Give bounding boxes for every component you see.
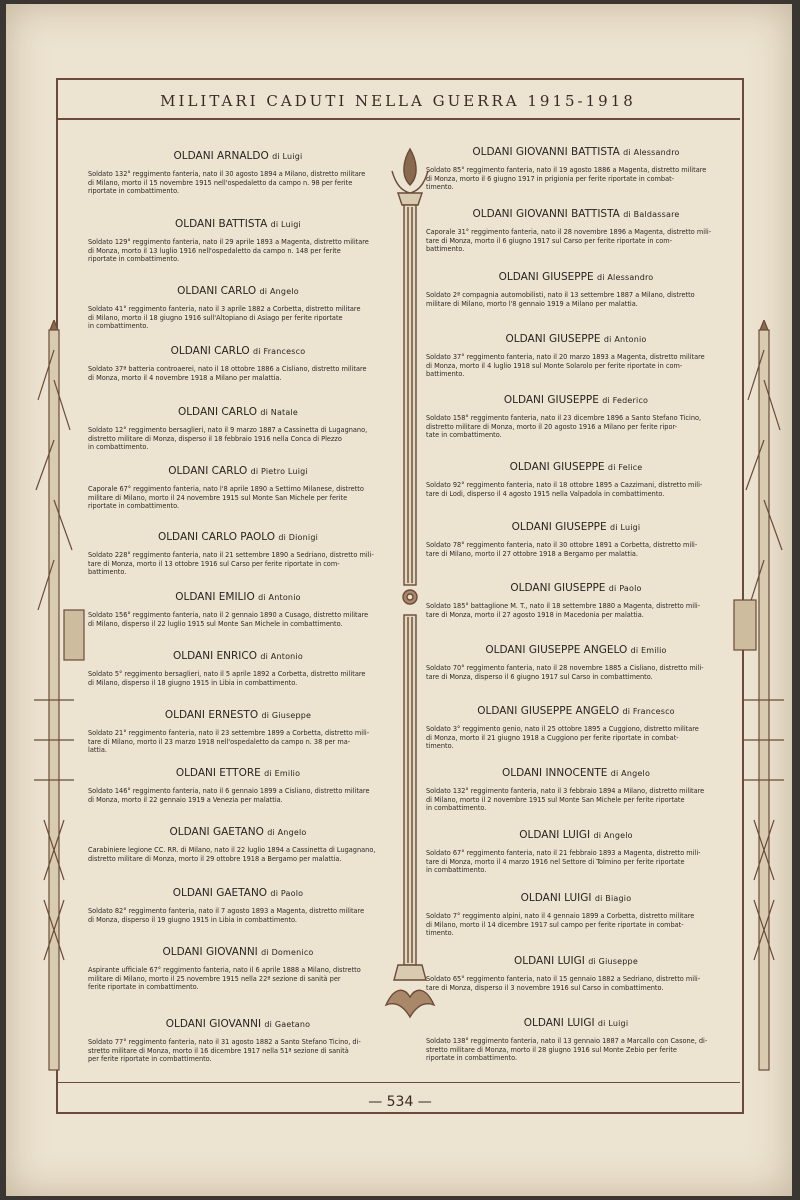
entry-name: OLDANI GIUSEPPE [510, 582, 606, 594]
entry-text: Soldato 65° reggimento fanteria, nato il 15 gennaio 1882 a Sedriano, distretto mili- tare di Monza, disperso il 3 novembre 1916 sul Carso in combattimento. [426, 974, 701, 992]
entry-name: OLDANI GIUSEPPE [503, 394, 599, 406]
entry-text: Soldato 85° reggimento fanteria, nato il 19 agosto 1886 a Magenta, distretto militare di Monza, morto il 6 giugno 1917 in prigionia per ferite riportate in combat- timento. [426, 165, 707, 192]
entry-name: OLDANI LUIGI [520, 892, 592, 904]
entry-text: Carabiniere legione CC. RR. di Milano, nato il 22 luglio 1894 a Cassinetta di Lugagnano, distretto militare di Monza, morto il 29 ottobre 1918 a Bergamo per malattia. [88, 845, 376, 863]
entry-name: OLDANI GIUSEPPE [509, 461, 605, 473]
entry-name: OLDANI GAETANO [169, 826, 264, 838]
page-title: MILITARI CADUTI NELLA GUERRA 1915-1918 [56, 80, 740, 120]
entry-name: OLDANI CARLO [177, 285, 257, 297]
entry-name: OLDANI CARLO [168, 465, 248, 477]
list-item [426, 705, 726, 751]
entry-patronymic: di Francesco [622, 707, 675, 716]
entry-patronymic: di Pietro Luigi [250, 467, 308, 476]
entry-name: OLDANI ETTORE [175, 767, 261, 779]
entry-text: Soldato 132° reggimento fanteria, nato il 3 febbraio 1894 a Milano, distretto militare di Milano, morto il 2 novembre 1915 sul Monte San Michele per ferite riportate in combattimento. [426, 786, 705, 813]
entry-patronymic: di Emilio [630, 646, 667, 655]
entry-name: OLDANI LUIGI [514, 955, 585, 967]
entry-patronymic: di Domenico [261, 948, 314, 957]
entry-name: OLDANI GIUSEPPE [498, 271, 594, 283]
entry-patronymic: di Baldassare [623, 210, 680, 219]
entry-text: Soldato 77° reggimento fanteria, nato il 31 agosto 1882 a Santo Stefano Ticino, di- stretto militare di Monza, morto il 16 dicembre 1917 nella 51ª sezione di sanità per ferite riportate in combattimento. [88, 1037, 361, 1064]
list-item [88, 345, 388, 382]
entry-patronymic: di Giuseppe [588, 957, 638, 966]
entry-patronymic: di Gaetano [264, 1020, 311, 1029]
entry-name: OLDANI GIOVANNI BATTISTA [472, 146, 620, 158]
entry-name: OLDANI GIOVANNI BATTISTA [472, 208, 620, 220]
entry-patronymic: di Emilio [264, 769, 301, 778]
entry-patronymic: di Giuseppe [261, 711, 312, 720]
list-item [426, 521, 726, 558]
entry-text: Soldato 12° reggimento bersaglieri, nato il 9 marzo 1887 a Cassinetta di Lugagnano, distretto militare di Monza, disperso il 18 febbraio 1916 nella Conca di Plezzo in combattimento. [88, 425, 368, 452]
entry-patronymic: di Luigi [272, 152, 303, 161]
entry-name: OLDANI LUIGI [523, 1017, 595, 1029]
entry-name: OLDANI GIUSEPPE ANGELO [485, 644, 628, 656]
entry-text: Soldato 37ª batteria controaerei, nato il 18 ottobre 1886 a Cisliano, distretto militare di Monza, morto il 4 novembre 1918 a Milano per malattia. [88, 364, 367, 382]
page-number: — 534 — [368, 1094, 432, 1110]
list-item [426, 333, 726, 379]
entry-patronymic: di Antonio [260, 652, 303, 661]
entry-name: OLDANI INNOCENTE [501, 767, 608, 779]
entry-text: Soldato 5° reggimento bersaglieri, nato il 5 aprile 1892 a Corbetta, distretto militare di Milano, disperso il 18 giugno 1915 in Libia in combattimento. [88, 669, 366, 687]
entry-patronymic: di Alessandro [623, 148, 680, 157]
entry-patronymic: di Angelo [593, 831, 633, 840]
entry-name: OLDANI CARLO PAOLO [157, 531, 275, 543]
entry-text: Soldato 2ª compagnia automobilisti, nato il 13 settembre 1887 a Milano, distretto militare di Milano, morto l'8 gennaio 1919 a Milano per malattia. [426, 290, 695, 308]
list-item [426, 461, 726, 498]
list-item [88, 406, 388, 452]
entry-patronymic: di Felice [607, 463, 643, 472]
list-item [426, 1017, 726, 1063]
entry-patronymic: di Angelo [267, 828, 307, 837]
list-item [88, 531, 388, 577]
list-item [88, 767, 388, 804]
footer-rule [56, 1082, 740, 1083]
list-item [88, 285, 388, 331]
list-item [426, 394, 726, 440]
list-item [88, 150, 388, 196]
entry-text: Soldato 21° reggimento fanteria, nato il 23 settembre 1899 a Corbetta, distretto mili- tare di Milano, morto il 23 marzo 1918 nell'ospedaletto da campo n. 38 per ma- lattia. [88, 728, 370, 755]
entry-text: Soldato 158° reggimento fanteria, nato il 23 dicembre 1896 a Santo Stefano Ticino, distretto militare di Monza, morto il 20 agosto 1916 a Milano per ferite ripor- tate in combattimento. [426, 413, 702, 440]
entry-name: OLDANI CARLO [170, 345, 250, 357]
entry-patronymic: di Paolo [270, 889, 304, 898]
entry-name: OLDANI GIOVANNI [162, 946, 258, 958]
list-item [88, 1018, 388, 1064]
entry-patronymic: di Angelo [610, 769, 651, 778]
entry-text: Soldato 129° reggimento fanteria, nato il 29 aprile 1893 a Magenta, distretto militare di Monza, morto il 13 luglio 1916 nell'ospedaletto da campo n. 148 per ferite riportate in combattimento. [88, 237, 369, 264]
entry-text: Soldato 156° reggimento fanteria, nato il 2 gennaio 1890 a Cusago, distretto militare di Milano, disperso il 22 luglio 1915 sul Monte San Michele in combattimento. [88, 610, 369, 628]
left-flagpole-icon [28, 320, 90, 1080]
entry-name: OLDANI ENRICO [173, 650, 257, 662]
entry-patronymic: di Antonio [258, 593, 301, 602]
entry-text: Soldato 146° reggimento fanteria, nato il 6 gennaio 1899 a Cisliano, distretto militare di Monza, morto il 22 gennaio 1919 a Venezia per malattia. [88, 786, 370, 804]
list-item [88, 591, 388, 628]
list-item [88, 465, 388, 511]
entry-name: OLDANI GIOVANNI [165, 1018, 262, 1030]
entry-text: Soldato 41° reggimento fanteria, nato il 3 aprile 1882 a Corbetta, distretto militare di Milano, morto il 18 giugno 1916 sull'Altopiano di Asiago per ferite riportate in combattimento. [88, 304, 361, 331]
entry-name: OLDANI BATTISTA [175, 218, 268, 230]
entry-patronymic: di Francesco [253, 347, 306, 356]
entry-name: OLDANI EMILIO [175, 591, 255, 603]
list-item [88, 946, 388, 992]
list-item [426, 892, 726, 938]
entry-patronymic: di Luigi [597, 1019, 629, 1028]
entry-text: Caporale 31° reggimento fanteria, nato il 28 novembre 1896 a Magenta, distretto mili- tare di Monza, morto il 6 giugno 1917 sul Carso per ferite riportate in com- battimento. [426, 227, 712, 254]
entry-text: Soldato 67° reggimento fanteria, nato il 21 febbraio 1893 a Magenta, distretto mili- tare di Monza, morto il 4 marzo 1916 nel Settore di Tolmino per ferite riportate in combattimento. [426, 848, 701, 875]
entry-patronymic: di Alessandro [596, 273, 654, 282]
entry-text: Soldato 3° reggimento genio, nato il 25 ottobre 1895 a Cuggiono, distretto militare di Monza, morto il 21 giugno 1918 a Cuggiono per ferite riportate in combat- timento. [426, 724, 699, 751]
entry-patronymic: di Biagio [594, 894, 632, 903]
entry-patronymic: di Paolo [608, 584, 642, 593]
list-item [88, 887, 388, 924]
list-item [426, 829, 726, 875]
entry-name: OLDANI GIUSEPPE ANGELO [477, 705, 620, 717]
list-item [426, 644, 726, 681]
entry-text: Soldato 82° reggimento fanteria, nato il 7 agosto 1893 a Magenta, distretto militare di Monza, disperso il 19 giugno 1915 in Libia in combattimento. [88, 906, 365, 924]
right-flagpole-icon [728, 320, 790, 1080]
entry-text: Soldato 7° reggimento alpini, nato il 4 gennaio 1899 a Corbetta, distretto militare di Milano, morto il 14 dicembre 1917 sul campo per ferite riportate in combat- timento. [426, 911, 695, 938]
entry-text: Soldato 185° battaglione M. T., nato il 18 settembre 1880 a Magenta, distretto mili- tare di Monza, morto il 27 agosto 1918 in Macedonia per malattia. [426, 601, 701, 619]
entry-name: OLDANI LUIGI [519, 829, 591, 841]
entry-text: Caporale 67° reggimento fanteria, nato l'8 aprile 1890 a Settimo Milanese, distretto militare di Milano, morto il 24 novembre 1915 sul Monte San Michele per ferite riportate in combattimento. [88, 484, 364, 511]
list-item [426, 767, 726, 813]
entry-name: OLDANI GIUSEPPE [511, 521, 607, 533]
entry-patronymic: di Dionigi [278, 533, 319, 542]
entry-name: OLDANI ARNALDO [173, 150, 269, 162]
list-item [88, 650, 388, 687]
list-item [426, 146, 726, 192]
entry-patronymic: di Luigi [270, 220, 301, 229]
entry-text: Aspirante ufficiale 67° reggimento fanteria, nato il 6 aprile 1888 a Milano, distretto militare di Milano, morto il 25 novembre 1915 nella 22ª sezione di sanità per ferite riportate in combattimento. [88, 965, 361, 992]
entry-patronymic: di Antonio [603, 335, 647, 344]
list-item [88, 826, 388, 863]
entry-name: OLDANI GIUSEPPE [505, 333, 601, 345]
entry-patronymic: di Angelo [259, 287, 299, 296]
entry-text: Soldato 92° reggimento fanteria, nato il 18 ottobre 1895 a Cazzimani, distretto mili- tare di Lodi, disperso il 4 agosto 1915 nella Valpadola in combattimento. [426, 480, 703, 498]
list-item [426, 208, 726, 254]
list-item [88, 709, 388, 755]
entry-patronymic: di Luigi [610, 523, 641, 532]
entry-patronymic: di Natale [260, 408, 299, 417]
entry-text: Soldato 228° reggimento fanteria, nato il 21 settembre 1890 a Sedriano, distretto mili- tare di Monza, morto il 13 ottobre 1916 sul Carso per ferite riportate in com- battimento. [88, 550, 374, 577]
entry-text: Soldato 78° reggimento fanteria, nato il 30 ottobre 1891 a Corbetta, distretto mili- tare di Milano, morto il 27 ottobre 1918 a Bergamo per malattia. [426, 540, 698, 558]
entry-name: OLDANI CARLO [177, 406, 257, 418]
list-item [426, 955, 726, 992]
list-item [426, 582, 726, 619]
entry-text: Soldato 132° reggimento fanteria, nato il 30 agosto 1894 a Milano, distretto militare di Milano, morto il 15 novembre 1915 nell'ospedaletto da campo n. 98 per ferite riportate in combattimento. [88, 169, 366, 196]
entry-name: OLDANI GAETANO [172, 887, 268, 899]
entry-patronymic: di Federico [602, 396, 649, 405]
list-item [88, 218, 388, 264]
entry-name: OLDANI ERNESTO [164, 709, 259, 721]
entry-text: Soldato 70° reggimento fanteria, nato il 28 novembre 1885 a Cisliano, distretto mili- tare di Monza, disperso il 6 giugno 1917 sul Carso in combattimento. [426, 663, 704, 681]
entry-text: Soldato 138° reggimento fanteria, nato il 13 gennaio 1887 a Marcallo con Casone, di- stretto militare di Monza, morto il 28 giugno 1916 sul Monte Zebio per ferite riportate in combattimento. [426, 1036, 708, 1063]
list-item [426, 271, 726, 308]
entry-text: Soldato 37° reggimento fanteria, nato il 20 marzo 1893 a Magenta, distretto militare di Monza, morto il 4 luglio 1918 sul Monte Solarolo per ferite riportate in com- battimento. [426, 352, 705, 379]
